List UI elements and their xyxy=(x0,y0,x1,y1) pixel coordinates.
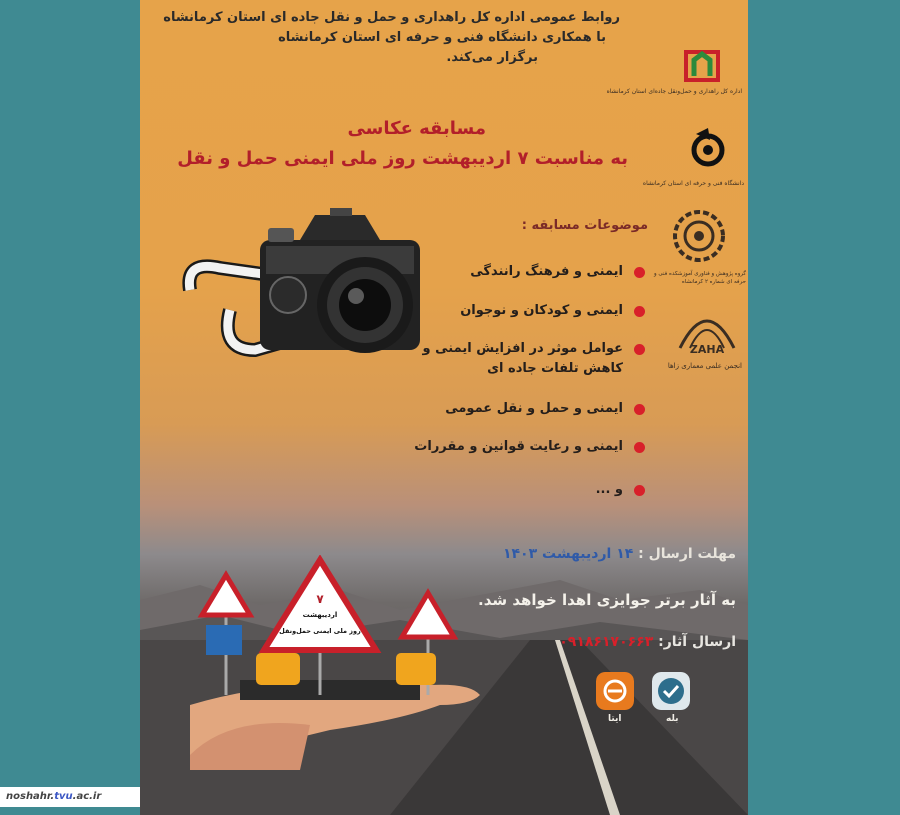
bullet-dot-icon xyxy=(634,442,645,453)
topics-heading: موضوعات مسابقه : xyxy=(521,218,648,233)
tvu-logo-icon xyxy=(688,126,728,170)
award-note: به آثار برتر جوایزی اهدا خواهد شد. xyxy=(478,591,736,609)
topic-item: عوامل موثر در افزایش ایمنی و xyxy=(423,339,623,359)
sign-month: اردیبهشت xyxy=(302,611,338,619)
research-group-logo-label: گروه پژوهش و فناوری آموزشکده فنی و حرفه ای شماره ۲ کرمانشاه xyxy=(654,271,746,285)
road-administration-logo-icon xyxy=(682,46,722,86)
sign-caption: روز ملی ایمنی حمل‌ونقل xyxy=(279,627,361,635)
research-group-logo-icon xyxy=(668,205,730,267)
send-line: ارسال آثار: ۰۹۱۸۶۱۷۰۶۶۳ xyxy=(559,634,736,650)
contest-title: مسابقه عکاسی xyxy=(347,118,486,139)
bullet-dot-icon xyxy=(634,404,645,415)
eitaa-app-label: ایتا xyxy=(608,714,622,724)
camera-illustration xyxy=(180,200,440,370)
organizer-line-1: روابط عمومی اداره کل راهداری و حمل و نقل جاده ای استان کرمانشاه xyxy=(163,10,620,25)
poster xyxy=(140,0,748,815)
topic-item: ایمنی و فرهنگ رانندگی xyxy=(470,262,623,282)
tvu-logo-label: دانشگاه فنی و حرفه ای استان کرمانشاه xyxy=(642,180,744,187)
topic-item: ایمنی و رعایت قوانین و مقررات xyxy=(414,437,623,457)
sign-number: ۷ xyxy=(316,592,324,606)
right-side-band xyxy=(748,0,900,815)
organizer-line-3: برگزار می‌کند. xyxy=(446,50,538,65)
zaha-logo-text: ZAHA xyxy=(689,343,725,356)
deadline-line: مهلت ارسال : ۱۴ اردیبهشت ۱۴۰۳ xyxy=(502,546,736,562)
bullet-dot-icon xyxy=(634,267,645,278)
bullet-dot-icon xyxy=(634,485,645,496)
bullet-dot-icon xyxy=(634,344,645,355)
bullet-dot-icon xyxy=(634,306,645,317)
contest-subtitle: به مناسبت ۷ اردیبهشت روز ملی ایمنی حمل و نقل xyxy=(177,148,628,169)
organizer-header xyxy=(163,8,620,68)
topic-item: ایمنی و حمل و نقل عمومی xyxy=(445,399,623,419)
road-administration-logo-label: اداره کل راهداری و حمل‌ونقل جاده‌ای استان کرمانشاه xyxy=(606,88,742,95)
organizer-line-2: با همکاری دانشگاه فنی و حرفه ای استان کرمانشاه xyxy=(278,30,606,45)
eitaa-app-icon[interactable] xyxy=(596,672,634,710)
topic-item: ایمنی و کودکان و نوجوان xyxy=(460,301,623,321)
site-url[interactable]: noshahr.tvu.ac.ir xyxy=(0,787,140,807)
topic-item-continued: کاهش تلفات جاده ای xyxy=(487,361,623,376)
topic-item: و ... xyxy=(596,480,623,500)
hand-with-signs-illustration xyxy=(170,555,500,770)
bale-app-label: بله xyxy=(666,714,679,724)
zaha-logo-label: انجمن علمی معماری زاها xyxy=(667,362,742,370)
bale-app-icon[interactable] xyxy=(652,672,690,710)
zaha-logo-icon xyxy=(672,304,742,356)
left-side-band xyxy=(0,0,140,815)
